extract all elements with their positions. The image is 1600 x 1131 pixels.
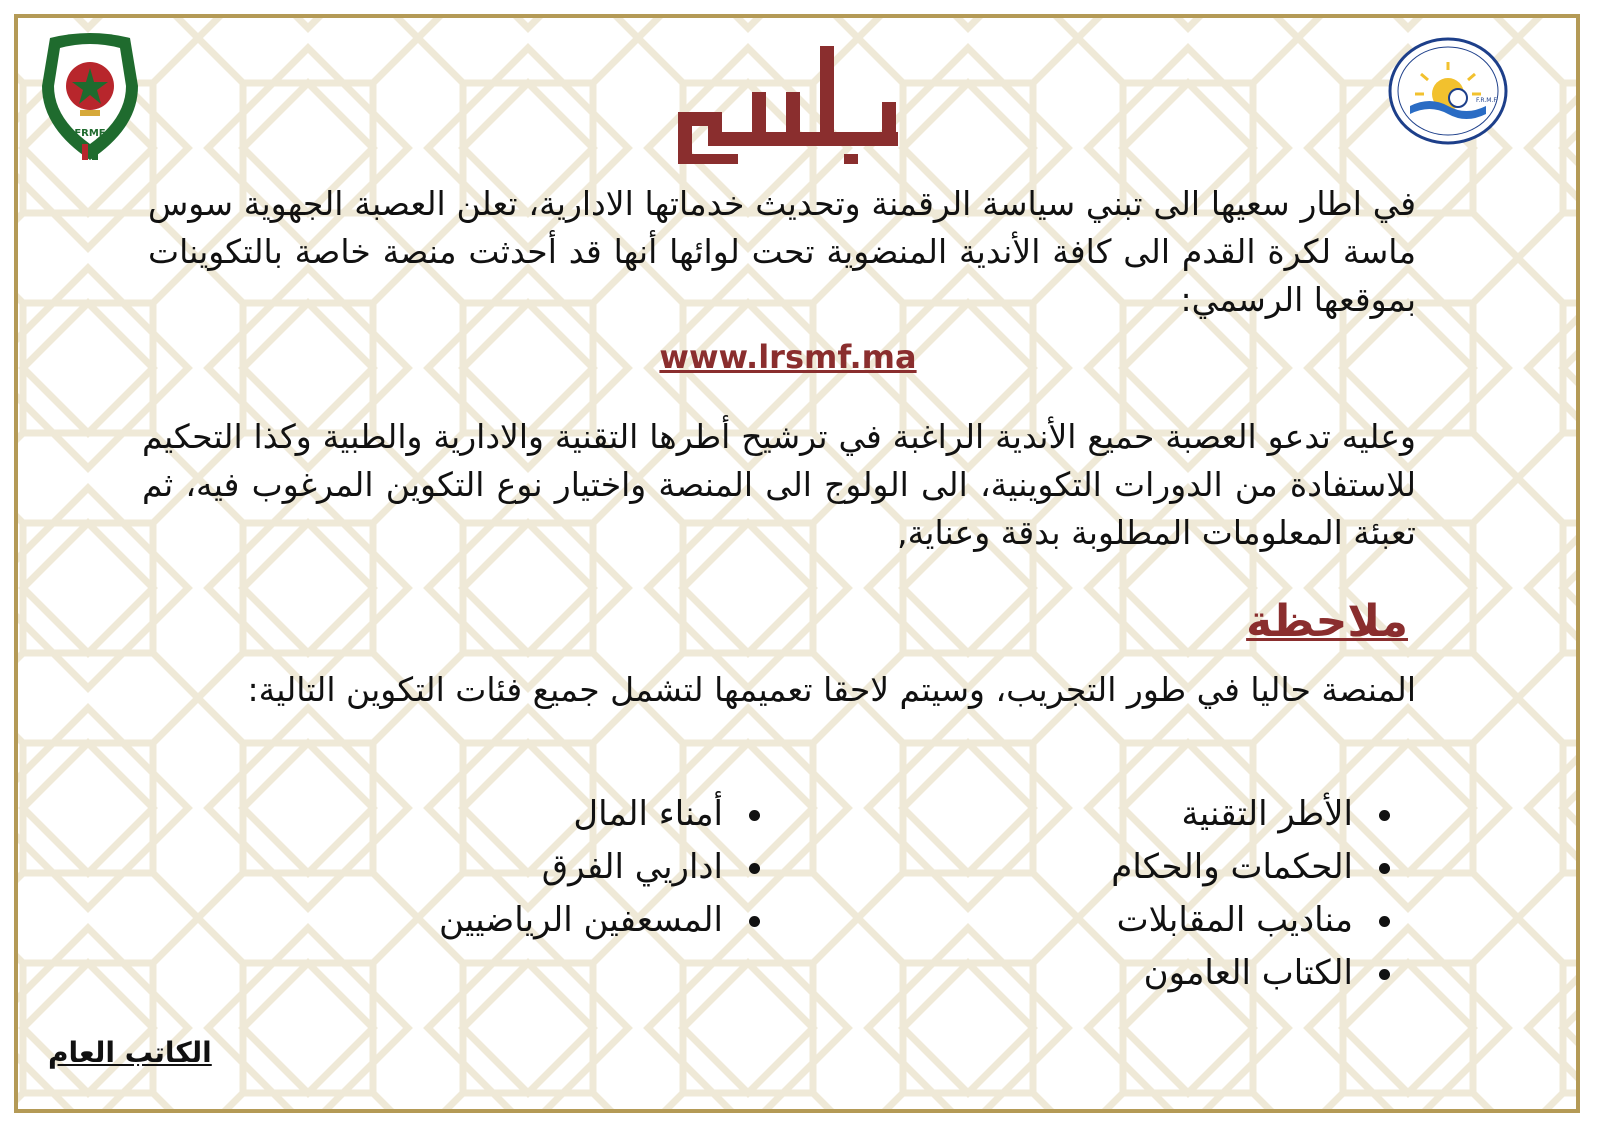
intro-paragraph: في اطار سعيها الى تبني سياسة الرقمنة وتحديث خدماتها الادارية، تعلن العصبة الجهوية سوس ماسة لكرة القدم الى كافة الأندية المنضوية تحت لوائها أنها قد أحدثت منصة خاصة بالتكوينات بموقعها الرسمي: <box>148 184 1416 319</box>
bullet-icon <box>749 863 760 874</box>
bullet-icon <box>1379 863 1390 874</box>
list-item <box>439 894 760 947</box>
bullet-icon <box>749 810 760 821</box>
list-item <box>439 841 760 894</box>
lrsmf-logo-caption: F.R.M.F <box>1476 97 1497 104</box>
list-item-label: الحكمات والحكام <box>1111 847 1353 887</box>
list-item <box>1111 788 1390 841</box>
website-link[interactable]: www.lrsmf.ma <box>659 338 917 376</box>
invitation-paragraph: وعليه تدعو العصبة حميع الأندية الراغبة في ترشيح أطرها التقنية والادارية والطبية وكذا التحكيم للاستفادة من الدورات التكوينية، الى الولوج الى المنصة واختيار نوع التكوين المرغوب فيه، ثم تعبئة المعلومات المطلوبة بدقة وعناية, <box>142 417 1416 552</box>
list-item-label: الأطر التقنية <box>1181 794 1353 834</box>
bullet-icon <box>1379 969 1390 980</box>
signature: الكاتب العام <box>48 1036 212 1069</box>
bullet-icon <box>749 916 760 927</box>
list-item-label: مناديب المقابلات <box>1116 900 1353 940</box>
list-item <box>1111 841 1390 894</box>
frmf-logo <box>34 32 146 162</box>
note-heading: ملاحظة <box>1246 596 1408 647</box>
bullet-icon <box>1379 810 1390 821</box>
list-item <box>1111 947 1390 1000</box>
list-item-label: الكتاب العامون <box>1143 953 1353 993</box>
training-categories-list-left <box>439 788 760 947</box>
list-item-label: المسعفين الرياضيين <box>438 900 723 940</box>
frmf-logo-caption: FRMF <box>74 128 106 139</box>
title-calligraphy-icon <box>678 46 898 164</box>
bullet-icon <box>1379 916 1390 927</box>
page-frame <box>14 14 1580 1113</box>
list-item-label: اداريي الفرق <box>541 847 723 887</box>
announcement-title-calligraphy <box>668 36 908 166</box>
list-item <box>439 788 760 841</box>
list-item-label: أمناء المال <box>573 794 723 834</box>
lrsmf-logo <box>1388 36 1508 146</box>
list-item <box>1111 894 1390 947</box>
note-paragraph: المنصة حاليا في طور التجريب، وسيتم لاحقا تعميمها لتشمل جميع فئات التكوين التالية: <box>247 670 1416 709</box>
training-categories-list-right <box>1111 788 1390 1000</box>
